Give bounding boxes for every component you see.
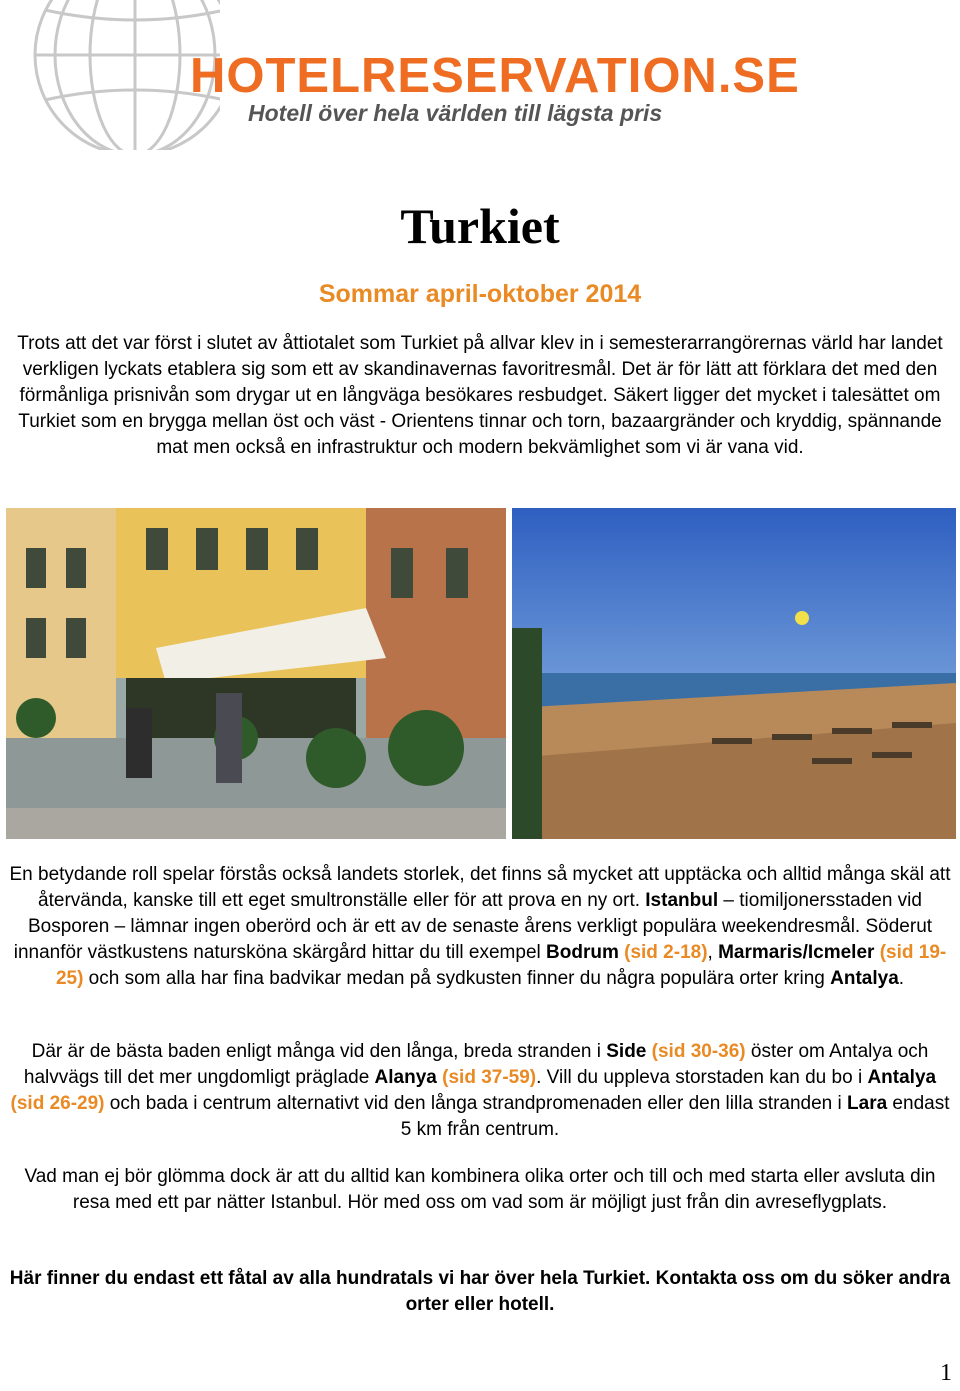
side-label: Side: [606, 1041, 647, 1062]
page-header: [0, 0, 960, 150]
side-pages: (sid 30-36): [651, 1041, 746, 1062]
destinations-text-3: ,: [707, 942, 719, 963]
combine-paragraph: Vad man ej bör glömma dock är att du alltid kan kombinera olika orter och till och med starta eller avsluta din resa med ett par nätter Istanbul. Hör med oss om vad som är möjligt just från din avreseflygplats.: [24, 1166, 936, 1213]
alanya-pages: (sid 37-59): [442, 1067, 537, 1088]
lara-label: Lara: [847, 1093, 888, 1114]
page-number: 1: [940, 1360, 952, 1386]
antalya-beach-photo: [512, 508, 956, 839]
logo-wordmark: HOTELRESERVATION.SE: [190, 49, 800, 103]
beaches-paragraph: [10, 1039, 950, 1143]
antalya-pages: (sid 26-29): [10, 1093, 105, 1114]
alanya-label: Alanya: [374, 1067, 437, 1088]
beaches-text-2: öster om Antalya och halvvägs till det mer ungdomligt präglade: [23, 1041, 929, 1088]
antalya-label: Antalya: [830, 968, 899, 989]
page-title: Turkiet: [400, 198, 560, 254]
beaches-text-1: Där är de bästa baden enligt många vid den långa, breda stranden i: [31, 1041, 607, 1062]
istanbul-label: Istanbul: [645, 890, 719, 911]
antalya-city-label: Antalya: [867, 1067, 937, 1088]
destinations-paragraph: [4, 862, 956, 992]
intro-paragraph: Trots att det var först i slutet av åttiotalet som Turkiet på allvar klev in i semesterarrangörernas värld har landet verkligen lyckats etablera sig som ett av skandinavernas favoritresmål. Det är för lätt att förklara det med den förmånliga prisnivån som drygar ut en långväga besökares resbudget. Säkert ligger det mycket i talesättet om Turkiet som en brygga mellan öst och väst - Orientens tinnar och torn, bazaargränder och kryddig, spännande mat men också en infrastruktur och modern bekvämlighet som vi är vana vid.: [17, 333, 943, 458]
destinations-text-1: En betydande roll spelar förstås också landets storlek, det finns så mycket att upptäcka och alltid många skäl att återvända, kanske till ett eget smultronställe eller för att prova en ny ort.: [9, 864, 951, 911]
marmaris-pages: (sid 19-25): [55, 942, 947, 989]
destinations-text-4: och som alla har fina badvikar medan på sydkusten finner du några populära orter kring: [83, 968, 831, 989]
contact-paragraph: Här finner du endast ett fåtal av alla hundratals vi har över hela Turkiet. Kontakta oss om du söker andra orter eller hotell.: [9, 1268, 951, 1315]
page-subtitle: Sommar april-oktober 2014: [318, 280, 642, 308]
bodrum-pages: (sid 2-18): [624, 942, 708, 963]
beaches-text-5: endast 5 km från centrum.: [400, 1093, 950, 1140]
marmaris-label: Marmaris/Icmeler: [718, 942, 875, 963]
istanbul-street-photo: [6, 508, 506, 839]
bodrum-label: Bodrum: [546, 942, 619, 963]
destinations-text-2: – tiomiljonersstaden vid Bosporen – lämnar ingen oberörd och är ett av de senaste årens verkligt populära weekendresmål. Söderut innanför västkustens natursköna skärgård hittar du till exempel: [13, 890, 933, 963]
destinations-text-5: .: [898, 968, 905, 989]
beaches-text-3: . Vill du uppleva storstaden kan du bo i: [536, 1067, 868, 1088]
beaches-text-4: och bada i centrum alternativt vid den långa strandpromenaden eller den lilla stranden i: [104, 1093, 848, 1114]
logo-tagline: Hotell över hela världen till lägsta pris: [248, 100, 663, 126]
